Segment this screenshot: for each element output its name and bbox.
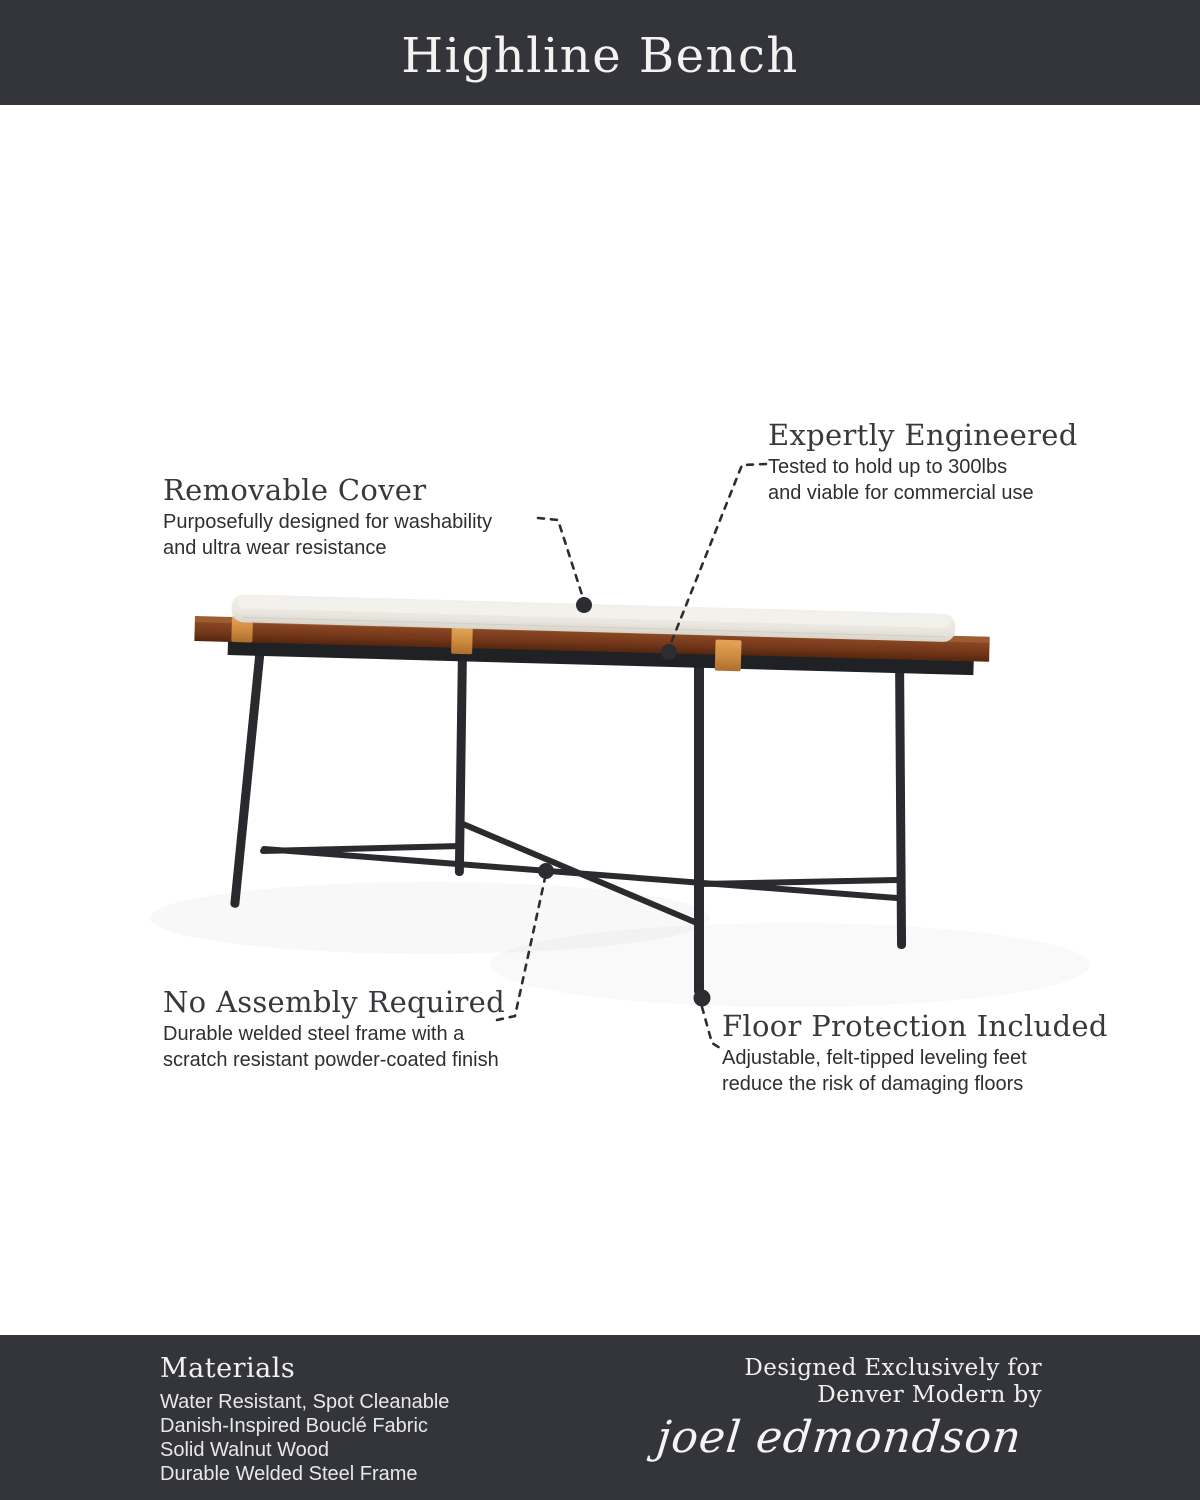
designed-by-section: [654, 1355, 1042, 1463]
annotation-body: [768, 454, 1078, 506]
designed-for-line: Denver Modern by: [817, 1382, 1042, 1408]
callout-dot-removable-cover: [576, 597, 592, 613]
leader-line-removable-cover: [538, 518, 584, 601]
footer-bar: [0, 1335, 1200, 1500]
materials-title: Materials: [160, 1353, 296, 1384]
annotation-line: Durable welded steel frame with a: [163, 1023, 465, 1045]
annotation-title: Floor Protection Included: [722, 1009, 1108, 1043]
callout-dot-no-assembly: [538, 863, 554, 879]
annotation-line: Adjustable, felt-tipped leveling feet: [722, 1047, 1027, 1069]
annotation-line: and ultra wear resistance: [163, 537, 387, 559]
materials-item: Danish-Inspired Bouclé Fabric: [160, 1415, 428, 1437]
bench-leg-front-right: [694, 657, 704, 995]
bench-leg-rear-right: [895, 653, 906, 949]
annotation-floor-protection: [722, 1010, 1108, 1097]
annotation-title: Expertly Engineered: [768, 418, 1078, 452]
materials-item: Water Resistant, Spot Cleanable: [160, 1391, 450, 1413]
bench-leg-front-left: [230, 637, 266, 909]
annotation-line: Tested to hold up to 300lbs: [768, 456, 1008, 478]
annotation-body: [722, 1045, 1108, 1097]
materials-section: [160, 1353, 449, 1486]
annotation-title: No Assembly Required: [163, 985, 505, 1019]
annotation-line: Purposefully designed for washability: [163, 511, 493, 533]
annotation-line: scratch resistant powder-coated finish: [163, 1049, 499, 1071]
page-title: Highline Bench: [401, 27, 799, 84]
annotation-no-assembly: [163, 986, 505, 1073]
callout-dot-floor-protection: [694, 990, 711, 1007]
designed-for-line: Designed Exclusively for: [744, 1355, 1042, 1381]
annotation-removable-cover: [163, 474, 492, 561]
materials-item: Solid Walnut Wood: [160, 1439, 329, 1461]
materials-item: Durable Welded Steel Frame: [160, 1463, 418, 1485]
bench-leg-rear-left: [455, 648, 467, 876]
floor-shadow: [490, 923, 1090, 1007]
leather-strap: [451, 627, 473, 655]
designer-signature: joel edmondson: [654, 1412, 1025, 1463]
annotation-line: reduce the risk of damaging floors: [722, 1073, 1024, 1095]
annotation-body: [163, 509, 492, 561]
annotation-line: and viable for commercial use: [768, 482, 1034, 504]
annotation-body: [163, 1021, 505, 1073]
annotation-title: Removable Cover: [163, 473, 427, 507]
callout-dot-engineered: [661, 644, 677, 660]
leader-line-floor-protection: [702, 1007, 720, 1048]
annotation-expertly-engineered: [768, 419, 1078, 506]
leather-strap: [715, 640, 742, 672]
